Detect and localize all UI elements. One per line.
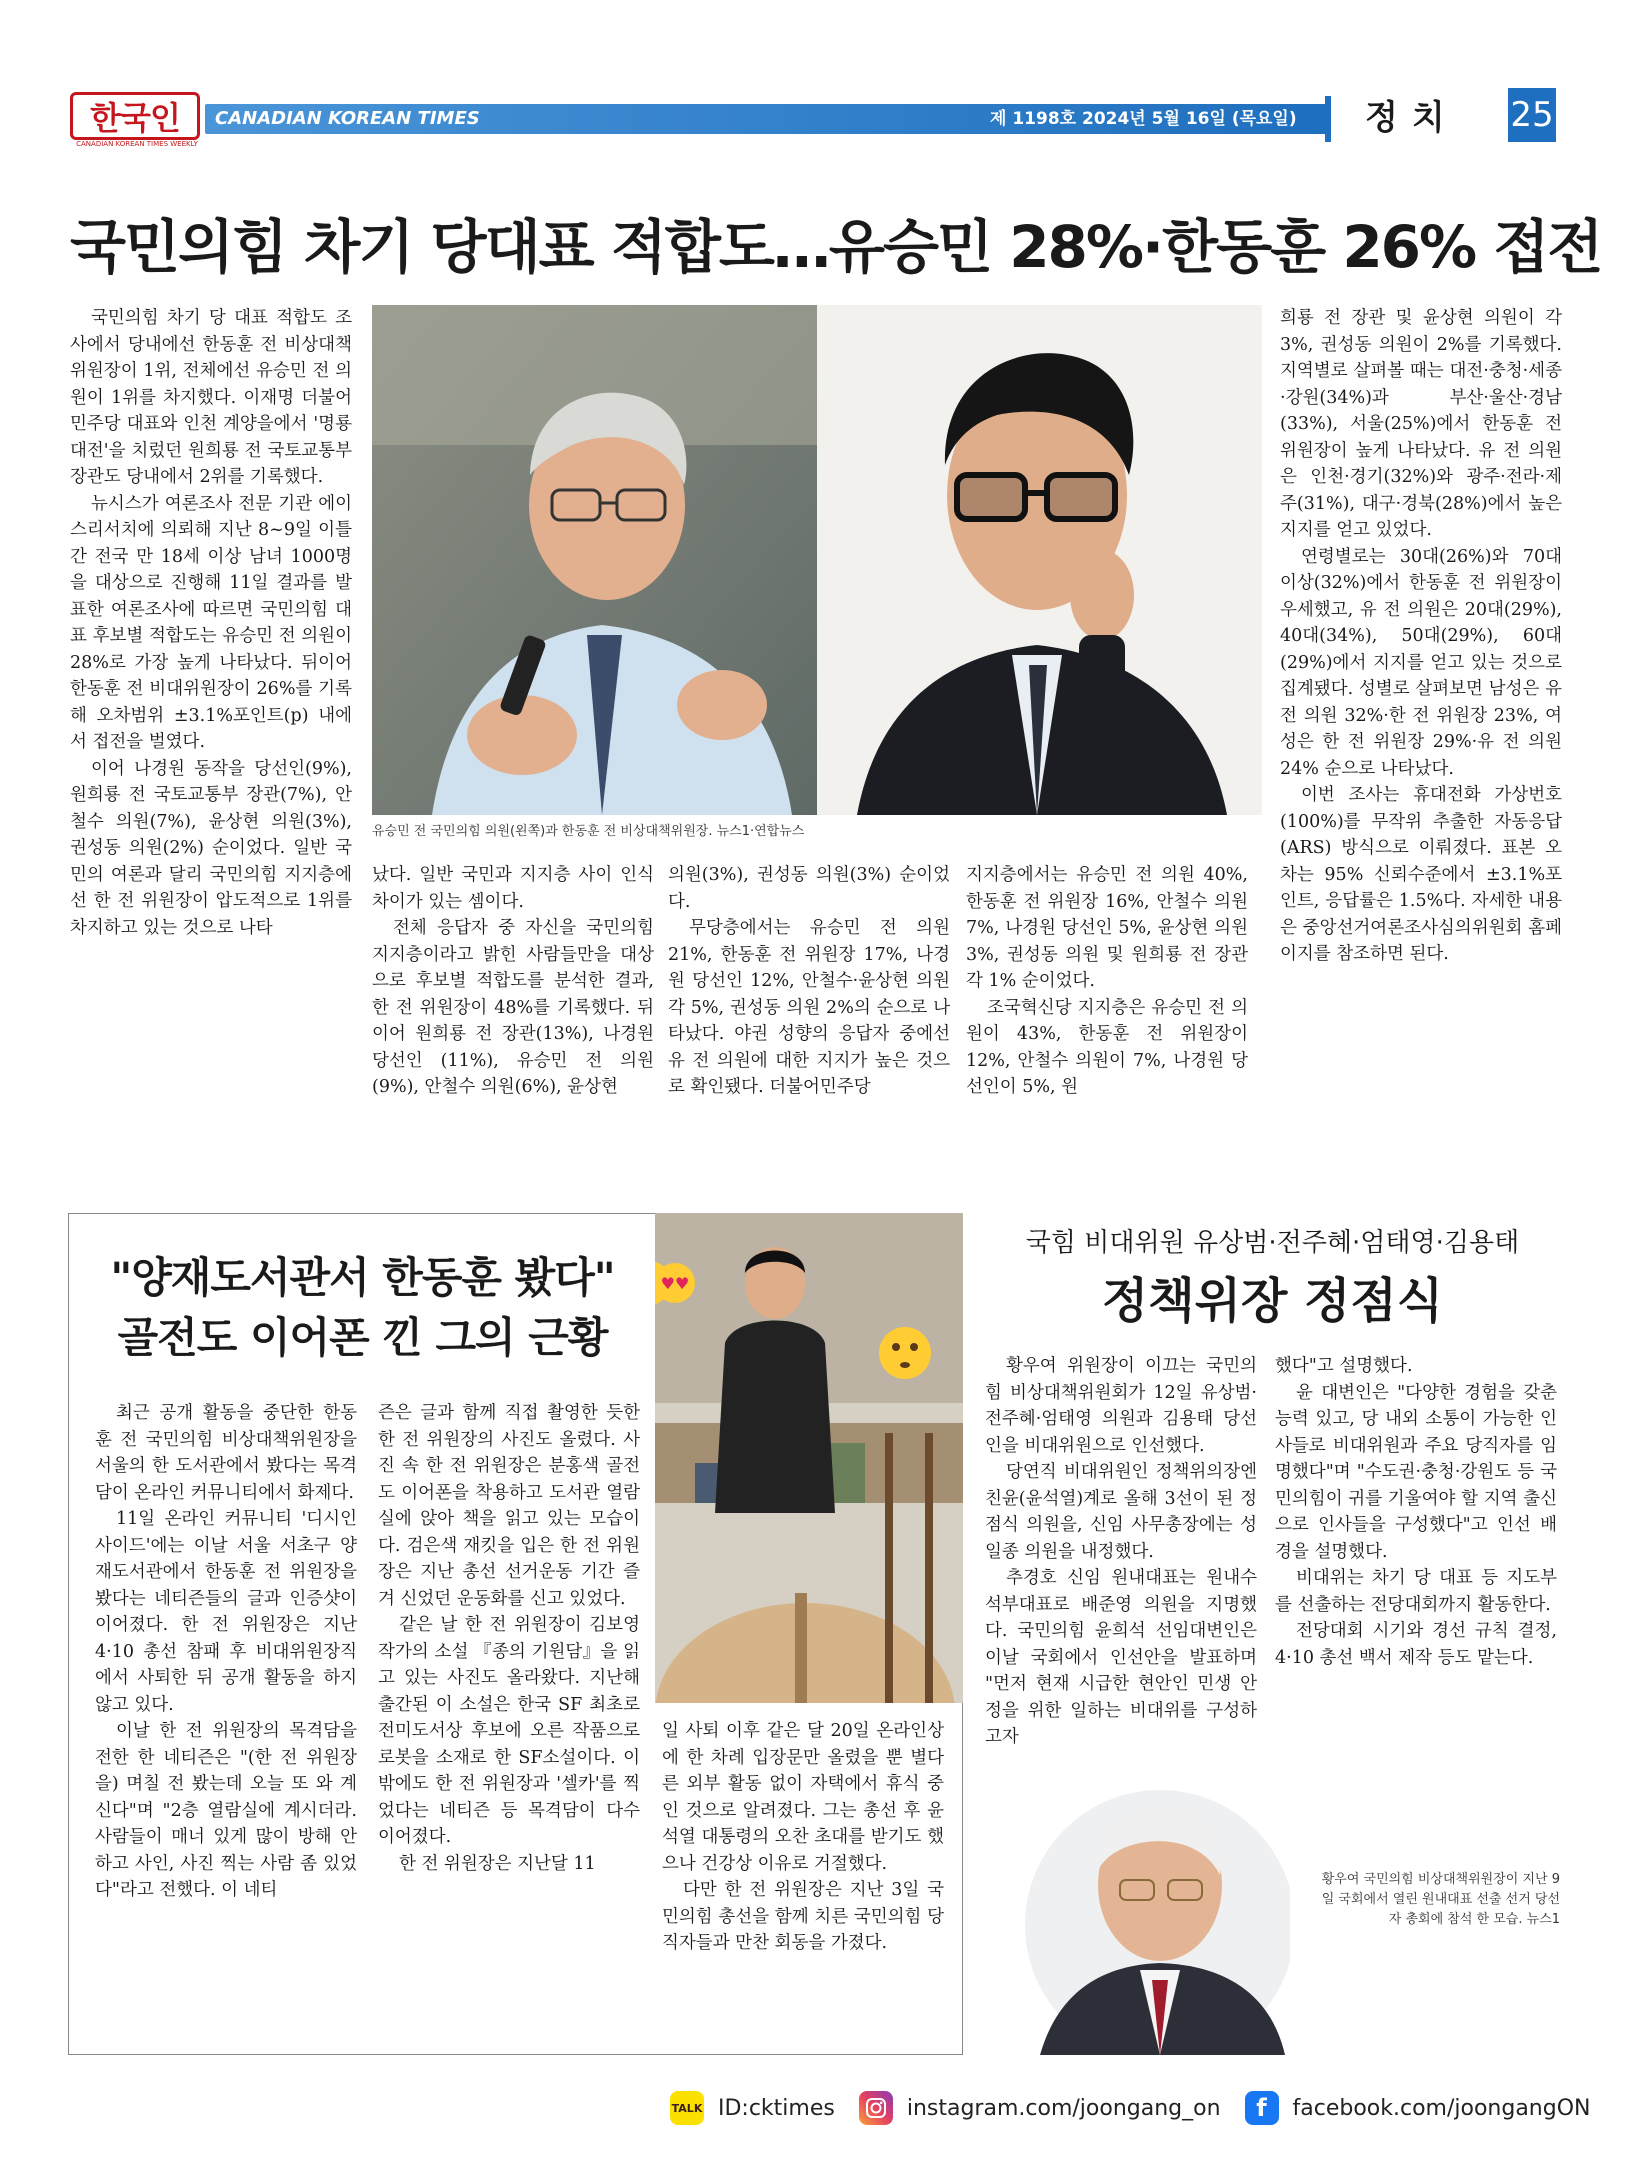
- article1-photo-caption: 유승민 전 국민의힘 의원(왼쪽)과 한동훈 전 비상대책위원장. 뉴스1·연합뉴스: [372, 824, 805, 839]
- facebook-icon: f: [1245, 2091, 1279, 2125]
- paper-name: CANADIAN KOREAN TIMES: [215, 108, 480, 129]
- photo-han-dong-hoon: [817, 305, 1262, 815]
- paragraph: 윤 대변인은 "다양한 경험을 갖춘 능력 있고, 당 내외 소통이 가능한 인사들로 비대위원과 주요 당직자를 임명했다"며 "수도권·충청·강원도 등 국민의힘이 귀를 기울여야 할 지역 출신으로 인사들을 구성했다"고 인선 배경을 설명했다.: [1275, 1382, 1557, 1562]
- photo-hwang-woo-yeo: [1020, 1775, 1290, 2055]
- facebook-link[interactable]: facebook.com/joongangON: [1292, 2095, 1591, 2121]
- portrait-hwang-illustration: [1020, 1775, 1290, 2055]
- article1-col3: [668, 862, 950, 1172]
- article2-col1: [95, 1400, 357, 2040]
- issue-date: 제 1198호 2024년 5월 16일 (목요일): [990, 109, 1297, 129]
- paragraph: 즌은 글과 함께 직접 촬영한 듯한 한 전 위원장의 사진도 올렸다. 사진 속 한 전 위원장은 분홍색 골전도 이어폰을 착용하고 도서관 열람실에 앉아 책을 읽고 있는 모습이다. 검은색 재킷을 입은 한 전 위원장은 지난 총선 선거운동 기간 즐겨 신었던 운동화를 신고 있었다.: [378, 1403, 640, 1609]
- paragraph: 전당대회 시기와 경선 규칙 결정, 4·10 총선 백서 제작 등도 맡는다.: [1275, 1621, 1557, 1668]
- paragraph: 연령별로는 30대(26%)와 70대 이상(32%)에서 한동훈 전 위원장이 우세했고, 유 전 의원은 20대(29%), 40대(34%), 50대(29%), 60대(29%)에서 지지를 얻고 있는 것으로 집계됐다. 성별로 살펴보면 남성은 유 전 의원 32%·한 전 위원장 23%, 여성은 한 전 위원장 29%·유 전 의원 24% 순으로 나타났다.: [1280, 546, 1562, 779]
- emoji-flushed-icon: [879, 1327, 931, 1379]
- article3-col1: [985, 1353, 1257, 1783]
- social-footer: [670, 2088, 1591, 2128]
- paragraph: 같은 날 한 전 위원장이 김보영 작가의 소설 『종의 기원담』을 읽고 있는 사진도 올라왔다. 지난해 출간된 이 소설은 한국 SF 최초로 전미도서상 후보에 오른 작품으로 로봇을 소재로 한 SF소설이다. 이 밖에도 한 전 위원장과 '셀카'를 찍었다는 네티즌 등 목격담이 다수 이어졌다.: [378, 1615, 640, 1847]
- article2-col3: [662, 1718, 944, 2038]
- article1-col2: [372, 862, 654, 1172]
- paragraph: 무당층에서는 유승민 전 의원 21%, 한동훈 전 위원장 17%, 나경원 당선인 12%, 안철수·윤상현 의원 각 5%, 권성동 의원 2%의 순으로 나타났다. 야권 성향의 응답자 중에선 유 전 의원에 대한 지지가 높은 것으로 확인됐다. 더불어민주당: [668, 918, 950, 1097]
- article3-headline: 정책위장 정점식: [1101, 1273, 1444, 1329]
- paragraph: 했다"고 설명했다.: [1275, 1356, 1413, 1376]
- paragraph: 뉴시스가 여론조사 전문 기관 에이스리서치에 의뢰해 지난 8~9일 이틀간 전국 만 18세 이상 남녀 1000명을 대상으로 진행해 11일 결과를 발표한 여론조사에 따르면 국민의힘 대표 후보별 적합도는 유승민 전 의원이 28%로 가장 높게 나타났다. 뒤이어 한동훈 전 비대위원장이 26%를 기록해 오차범위 ±3.1%포인트(p) 내에서 접전을 벌였다.: [70, 493, 352, 752]
- article1-col1: [70, 305, 352, 1175]
- article3-col2: [1275, 1353, 1557, 1813]
- paragraph: 한 전 위원장은 지난달 11: [399, 1853, 596, 1874]
- newspaper-logo: 한국인: [70, 92, 200, 140]
- paragraph: 희룡 전 장관 및 윤상현 의원이 각 3%, 권성동 의원이 2%를 기록했다. 지역별로 살펴볼 때는 대전·충청·세종·강원(34%)과 부산·울산·경남(33%), 서울(25%)에서 한동훈 전 위원장이 높게 나타났다. 유 전 의원은 인천·경기(32%)와 광주·전라·제주(31%), 대구·경북(28%)에서 높은 지지를 얻고 있었다.: [1280, 308, 1562, 540]
- paragraph: 조국혁신당 지지층은 유승민 전 의원이 43%, 한동훈 전 위원장이 12%, 안철수 의원이 7%, 나경원 당선인이 5%, 원: [966, 997, 1248, 1097]
- page-number: 25: [1508, 88, 1556, 142]
- article3-kicker: 국힘 비대위원 유상범·전주혜·엄태영·김용태: [1025, 1228, 1520, 1258]
- paragraph: 비대위는 차기 당 대표 등 지도부를 선출하는 전당대회까지 활동한다.: [1275, 1568, 1557, 1615]
- photo-library-sighting: [655, 1213, 963, 1703]
- article1-col4: [966, 862, 1248, 1172]
- paragraph: 최근 공개 활동을 중단한 한동훈 전 국민의힘 비상대책위원장을 서울의 한 도서관에서 봤다는 목격담이 온라인 커뮤니티에서 화제다.: [95, 1403, 357, 1503]
- kakao-id-link[interactable]: ID:cktimes: [718, 2095, 835, 2121]
- article3-photo-caption: 황우여 국민의힘 비상대책위원장이 지난 9일 국회에서 열린 원내대표 선출 선거 당선자 총회에 참석 한 모습. 뉴스1: [1321, 1872, 1560, 1927]
- paragraph: 이날 한 전 위원장의 목격담을 전한 한 네티즌은 "(한 전 위원장을) 며칠 전 봤는데 오늘 또 와 계신다"며 "2층 열람실에 계시더라. 사람들이 매너 있게 많이 방해 안 하고 사인, 사진 찍는 사람 좀 있었다"라고 전했다. 이 네티: [95, 1721, 357, 1900]
- paragraph: 이번 조사는 휴대전화 가상번호(100%)를 무작위 추출한 자동응답(ARS) 방식으로 이뤄졌다. 표본 오차는 95% 신뢰수준에서 ±3.1%포인트, 응답률은 1.5%다. 자세한 내용은 중앙선거여론조사심의위원회 홈페이지를 참조하면 된다.: [1280, 785, 1562, 964]
- logo-tagline: CANADIAN KOREAN TIMES WEEKLY: [76, 140, 198, 148]
- paragraph: 일 사퇴 이후 같은 달 20일 온라인상에 한 차례 입장문만 올렸을 뿐 별다른 외부 활동 없이 자택에서 휴식 중인 것으로 알려졌다. 그는 총선 후 윤석열 대통령의 오찬 초대를 받기도 했으나 건강상 이유로 거절했다.: [662, 1721, 944, 1874]
- paragraph: 11일 온라인 커뮤니티 '디시인사이드'에는 이날 서울 서초구 양재도서관에서 한동훈 전 위원장을 봤다는 네티즌들의 글과 인증샷이 이어졌다. 한 전 위원장은 지난 4·10 총선 참패 후 비대위원장직에서 사퇴한 뒤 공개 활동을 하지 않고 있다.: [95, 1509, 357, 1715]
- article2-col2: [378, 1400, 640, 2040]
- paragraph: 국민의힘 차기 당 대표 적합도 조사에서 당내에선 한동훈 전 비상대책위원장이 1위, 전체에선 유승민 전 의원이 1위를 차지했다. 이재명 더불어민주당 대표와 인천 계양을에서 '명룡대전'을 치렀던 원희룡 전 국토교통부 장관도 당내에서 2위를 기록했다.: [70, 308, 352, 487]
- paragraph: 의원(3%), 권성동 의원(3%) 순이었다.: [668, 865, 950, 912]
- article2-headline-line1: "양재도서관서 한동훈 봤다": [110, 1253, 615, 1302]
- header-bar-divider: [1325, 96, 1331, 142]
- portrait-left-illustration: [372, 305, 817, 815]
- paragraph: 났다. 일반 국민과 지지층 사이 인식 차이가 있는 셈이다.: [372, 865, 654, 912]
- paragraph: 이어 나경원 동작을 당선인(9%), 원희룡 전 국토교통부 장관(7%), 안철수 의원(7%), 윤상현 의원(3%), 권성동 의원(2%) 순이었다. 일반 국민의 여론과 달리 국민의힘 지지층에선 한 전 위원장이 압도적으로 1위를 차지하고 있는 것으로 나타: [70, 758, 352, 938]
- paragraph: 황우여 위원장이 이끄는 국민의힘 비상대책위원회가 12일 유상범·전주혜·엄태영 의원과 김용태 당선인을 비대위원으로 인선했다.: [985, 1356, 1257, 1456]
- emoji-heart-eyes-icon: ♥♥: [655, 1263, 695, 1303]
- photo-yoo-seung-min: [372, 305, 817, 815]
- paragraph: 추경호 신임 원내대표는 원내수석부대표로 배준영 의원을 지명했다. 국민의힘 윤희석 선임대변인은 이날 국회에서 인선안을 발표하며 "먼저 현재 시급한 현안인 민생 안정을 위한 일하는 비대위를 구성하고자: [985, 1568, 1257, 1747]
- kakaotalk-icon: TALK: [670, 2091, 704, 2125]
- article2-headline-line2: 골전도 이어폰 낀 그의 근황: [117, 1313, 608, 1362]
- paragraph: 지지층에서는 유승민 전 의원 40%, 한동훈 전 위원장 16%, 안철수 의원 7%, 나경원 당선인 5%, 윤상현 의원 3%, 권성동 의원 및 원희룡 전 장관 각 1% 순이었다.: [966, 865, 1248, 991]
- instagram-link[interactable]: instagram.com/joongang_on: [906, 2095, 1221, 2121]
- article1-headline: 국민의힘 차기 당대표 적합도…유승민 28%·한동훈 26% 접전: [70, 213, 1602, 281]
- article1-col5: [1280, 305, 1562, 1175]
- instagram-icon: [859, 2091, 893, 2125]
- paragraph: 당연직 비대위원인 정책위의장엔 친윤(윤석열)계로 올해 3선이 된 정점식 의원을, 신임 사무총장에는 성일종 의원을 내정했다.: [985, 1462, 1257, 1562]
- paragraph: 전체 응답자 중 자신을 국민의힘 지지층이라고 밝힌 사람들만을 대상으로 후보별 적합도를 분석한 결과, 한 전 위원장이 48%를 기록했다. 뒤이어 원희룡 전 장관(13%), 나경원 당선인 (11%), 유승민 전 의원 (9%), 안철수 의원(6%), 윤상현: [372, 918, 654, 1097]
- library-photo-illustration: [655, 1213, 963, 1703]
- portrait-right-illustration: [817, 305, 1262, 815]
- section-label: 정치: [1365, 98, 1459, 138]
- paragraph: 다만 한 전 위원장은 지난 3일 국민의힘 총선을 함께 치른 국민의힘 당직자들과 만찬 회동을 가졌다.: [662, 1880, 944, 1953]
